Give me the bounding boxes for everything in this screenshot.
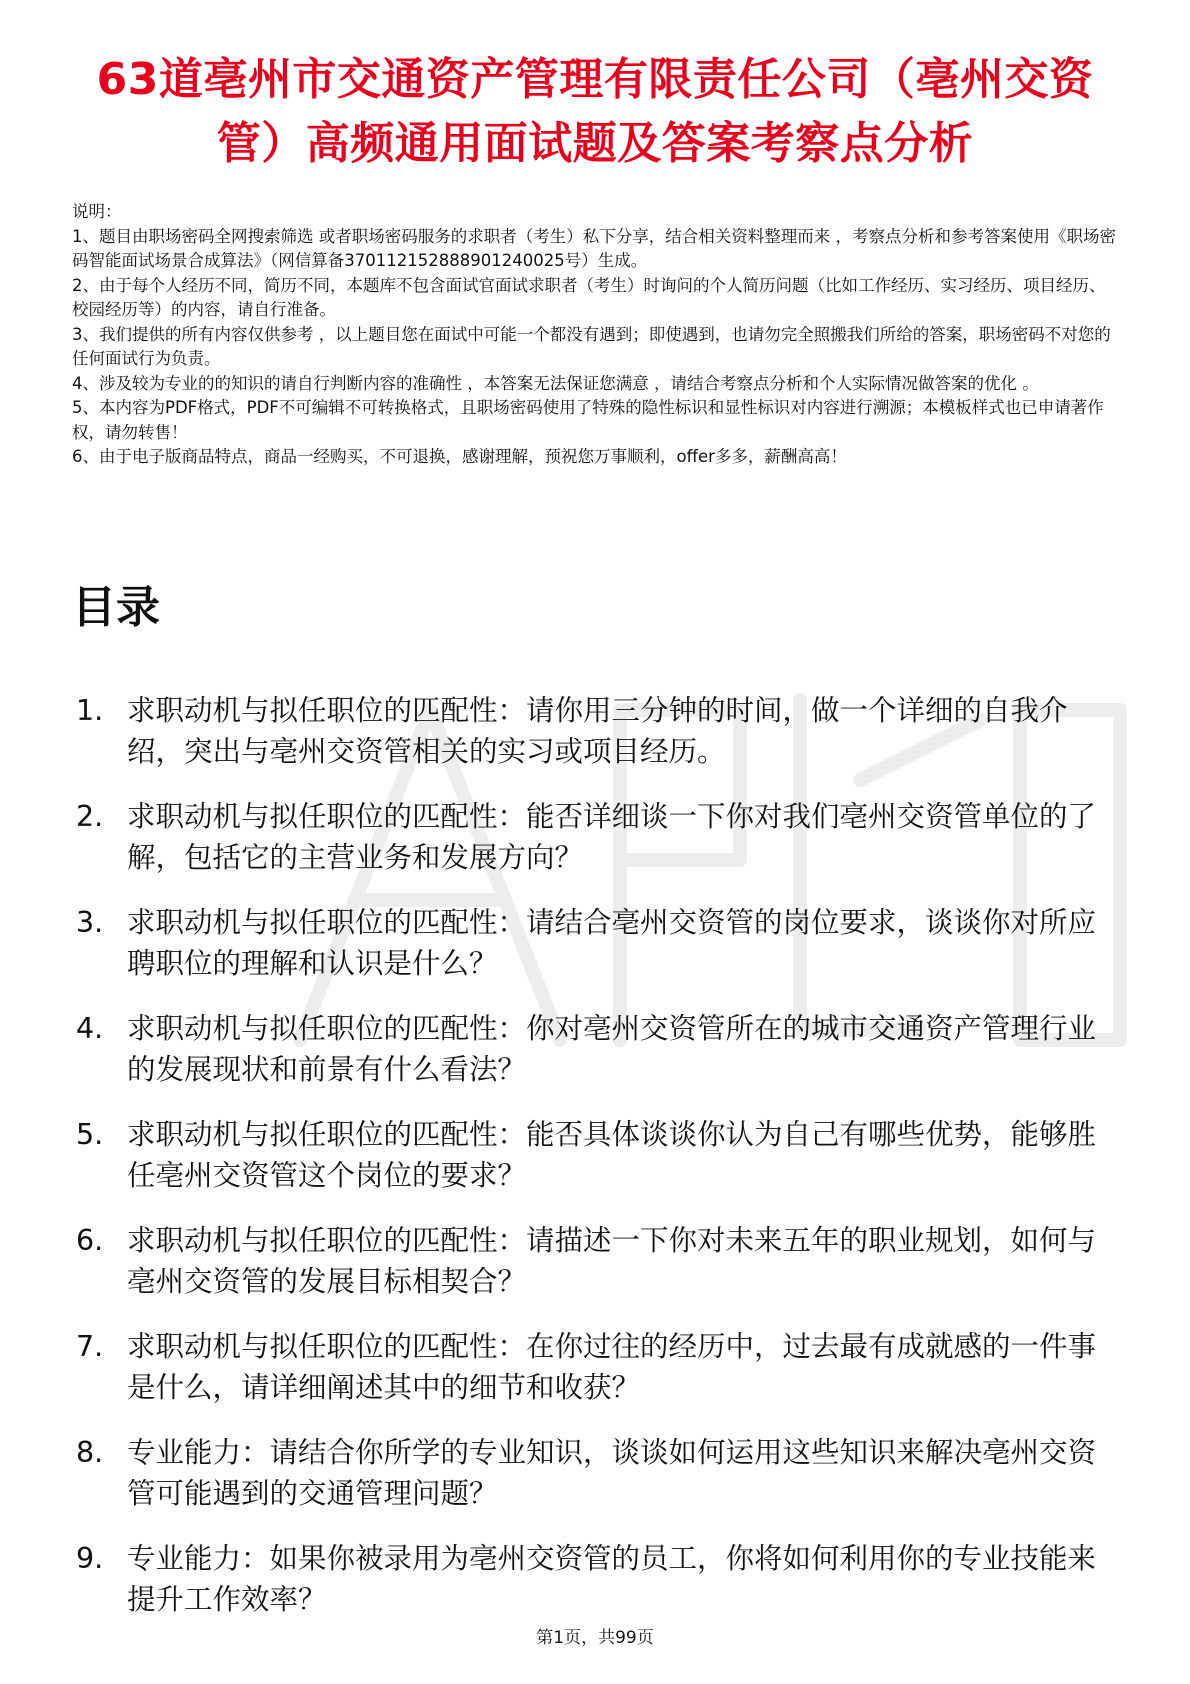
- toc-item-number: 7.: [76, 1330, 104, 1363]
- table-of-contents: [72, 690, 1118, 1644]
- note-item: 4、涉及较为专业的的知识的请自行判断内容的准确性 ，本答案无法保证您满意 ，请结合考察点分析和个人实际情况做答案的优化 。: [72, 373, 1039, 393]
- toc-item[interactable]: [72, 690, 1118, 772]
- toc-item-text: 求职动机与拟任职位的匹配性：能否详细谈一下你对我们亳州交资管单位的了解，包括它的主营业务和发展方向？: [127, 800, 1097, 874]
- toc-item[interactable]: [72, 1432, 1118, 1514]
- toc-item-text: 求职动机与拟任职位的匹配性：请描述一下你对未来五年的职业规划，如何与亳州交资管的发展目标相契合？: [127, 1224, 1097, 1298]
- toc-item[interactable]: [72, 1538, 1118, 1620]
- note-item: 6、由于电子版商品特点，商品一经购买，不可退换，感谢理解，预祝您万事顺利，offer多多，薪酬高高！: [72, 447, 847, 466]
- toc-item-text: 专业能力：如果你被录用为亳州交资管的员工，你将如何利用你的专业技能来提升工作效率？: [127, 1542, 1097, 1616]
- toc-item-text: 求职动机与拟任职位的匹配性：请你用三分钟的时间，做一个详细的自我介绍，突出与亳州交资管相关的实习或项目经历。: [127, 694, 1068, 768]
- toc-item[interactable]: [72, 902, 1118, 984]
- disclaimer-notes: [72, 200, 1118, 470]
- toc-item-number: 2.: [76, 800, 104, 833]
- toc-item-text: 专业能力：请结合你所学的专业知识，谈谈如何运用这些知识来解决亳州交资管可能遇到的交通管理问题？: [127, 1436, 1097, 1510]
- toc-item-number: 3.: [76, 906, 104, 939]
- toc-item-text: 求职动机与拟任职位的匹配性：能否具体谈谈你认为自己有哪些优势，能够胜任亳州交资管这个岗位的要求？: [127, 1118, 1097, 1192]
- toc-item[interactable]: [72, 1008, 1118, 1090]
- toc-item-number: 5.: [76, 1118, 104, 1151]
- note-item: 3、我们提供的所有内容仅供参考 ，以上题目您在面试中可能一个都没有遇到；即使遇到，也请勿完全照搬我们所给的答案，职场密码不对您的任何面试行为负责。: [72, 324, 1111, 368]
- toc-item[interactable]: [72, 1220, 1118, 1302]
- document-title: 63道亳州市交通资产管理有限责任公司（亳州交资管）高频通用面试题及答案考察点分析: [96, 54, 1094, 169]
- toc-item-number: 8.: [76, 1436, 104, 1469]
- note-item: 2、由于每个人经历不同，简历不同，本题库不包含面试官面试求职者（考生）时询问的个人简历问题（比如工作经历、实习经历、项目经历、校园经历等）的内容，请自行准备。: [72, 275, 1106, 319]
- toc-item[interactable]: [72, 796, 1118, 878]
- notes-heading: 说明：: [72, 202, 122, 221]
- toc-item-number: 6.: [76, 1224, 104, 1257]
- toc-item[interactable]: [72, 1326, 1118, 1408]
- note-item: 5、本内容为PDF格式，PDF不可编辑不可转换格式，且职场密码使用了特殊的隐性标识和显性标识对内容进行溯源；本模板样式也已申请著作权，请勿转售！: [72, 398, 1104, 442]
- note-item: 1、题目由职场密码全网搜索筛选 或者职场密码服务的求职者（考生）私下分享，结合相关资料整理而来 ，考察点分析和参考答案使用《职场密码智能面试场景合成算法》（网信算备370112152888901240025号）生成。: [72, 226, 1116, 270]
- page-footer: 第1页，共99页: [536, 1628, 654, 1648]
- toc-item-number: 1.: [76, 694, 104, 727]
- toc-item-number: 4.: [76, 1012, 104, 1045]
- toc-item-number: 9.: [76, 1542, 104, 1575]
- toc-heading: 目录: [72, 582, 160, 633]
- toc-item[interactable]: [72, 1114, 1118, 1196]
- toc-item-text: 求职动机与拟任职位的匹配性：在你过往的经历中，过去最有成就感的一件事是什么，请详细阐述其中的细节和收获？: [127, 1330, 1097, 1404]
- toc-item-text: 求职动机与拟任职位的匹配性：你对亳州交资管所在的城市交通资产管理行业的发展现状和前景有什么看法？: [127, 1012, 1097, 1086]
- toc-item-text: 求职动机与拟任职位的匹配性：请结合亳州交资管的岗位要求，谈谈你对所应聘职位的理解和认识是什么？: [127, 906, 1097, 980]
